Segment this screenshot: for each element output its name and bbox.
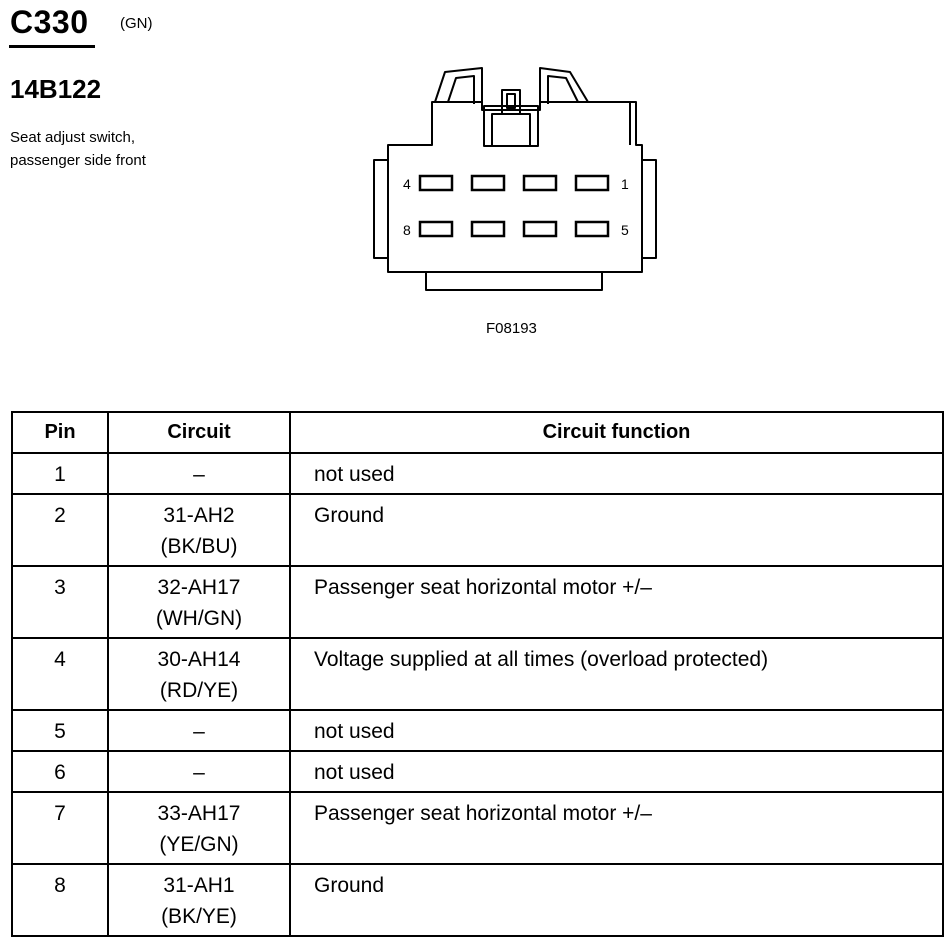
- figure-code: F08193: [486, 320, 537, 337]
- cavity-pin-4: [420, 176, 452, 190]
- description-line-2: passenger side front: [10, 152, 146, 169]
- pin-label-1: 1: [621, 176, 629, 192]
- circuit-code: –: [108, 710, 290, 751]
- circuit-cell: [108, 638, 290, 710]
- circuit-function: not used: [290, 751, 943, 792]
- circuit-function: Ground: [290, 864, 943, 936]
- circuit-function: not used: [290, 453, 943, 494]
- cavity-pin-1: [576, 176, 608, 190]
- pin-number: 2: [12, 494, 108, 566]
- circuit-function: Passenger seat horizontal motor +/–: [290, 792, 943, 864]
- pin-label-8: 8: [403, 222, 411, 238]
- connector-face-diagram: [370, 60, 670, 300]
- cavity-pin-8: [420, 222, 452, 236]
- circuit-code: 32-AH17: [157, 576, 241, 599]
- wire-color: (BK/BU): [160, 535, 238, 558]
- cavity-pin-2: [524, 176, 556, 190]
- table-row: [12, 566, 943, 638]
- connector-color: (GN): [120, 15, 153, 32]
- wire-color: (WH/GN): [155, 607, 243, 630]
- pin-number: 8: [12, 864, 108, 936]
- table-row: [12, 864, 943, 936]
- pin-number: 6: [12, 751, 108, 792]
- pin-number: 4: [12, 638, 108, 710]
- circuit-code: –: [108, 751, 290, 792]
- pin-number: 5: [12, 710, 108, 751]
- pin-label-4: 4: [403, 176, 411, 192]
- table-row: [12, 453, 943, 494]
- connector-id: C330: [10, 4, 89, 40]
- cavity-pin-3: [472, 176, 504, 190]
- header-circuit: Circuit: [108, 412, 290, 453]
- pin-number: 7: [12, 792, 108, 864]
- table-row: [12, 792, 943, 864]
- wire-color: (YE/GN): [159, 833, 239, 856]
- pin-number: 1: [12, 453, 108, 494]
- circuit-code: 31-AH1: [163, 874, 235, 897]
- component-description: [10, 126, 146, 172]
- circuit-function: Ground: [290, 494, 943, 566]
- description-line-1: Seat adjust switch,: [10, 129, 136, 146]
- circuit-function: not used: [290, 710, 943, 751]
- table-row: [12, 751, 943, 792]
- cavity-pin-7: [472, 222, 504, 236]
- wire-color: (RD/YE): [159, 679, 239, 702]
- circuit-cell: [108, 566, 290, 638]
- circuit-code: 33-AH17: [157, 802, 241, 825]
- pin-number: 3: [12, 566, 108, 638]
- pinout-table: [11, 411, 944, 937]
- circuit-cell: [108, 494, 290, 566]
- connector-id-underline: [9, 45, 95, 48]
- circuit-code: –: [108, 453, 290, 494]
- circuit-cell: [108, 792, 290, 864]
- cavity-pin-6: [524, 222, 556, 236]
- table-header-row: [12, 412, 943, 453]
- pin-label-5: 5: [621, 222, 629, 238]
- circuit-function: Voltage supplied at all times (overload protected): [290, 638, 943, 710]
- cavity-pin-5: [576, 222, 608, 236]
- circuit-code: 30-AH14: [157, 648, 241, 671]
- header-circuit-function: Circuit function: [290, 412, 943, 453]
- header-pin: Pin: [12, 412, 108, 453]
- part-number: 14B122: [10, 74, 102, 104]
- circuit-function: Passenger seat horizontal motor +/–: [290, 566, 943, 638]
- circuit-code: 31-AH2: [163, 504, 235, 527]
- circuit-cell: [108, 864, 290, 936]
- table-row: [12, 638, 943, 710]
- wire-color: (BK/YE): [161, 905, 237, 928]
- table-row: [12, 710, 943, 751]
- table-row: [12, 494, 943, 566]
